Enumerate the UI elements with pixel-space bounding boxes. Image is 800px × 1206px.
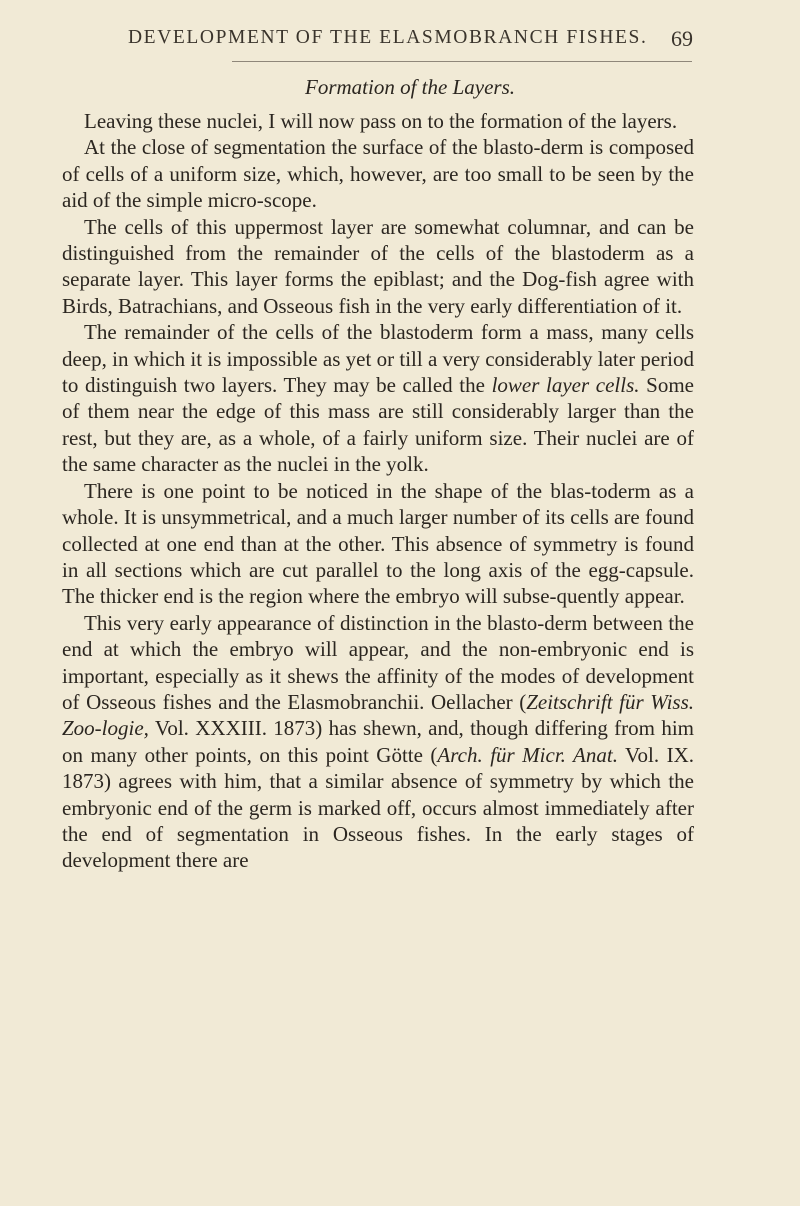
text-run: Vol. IX. 1873) agrees with him, that a similar absence of symmetry by which the embryonic end of the germ is marked off, occurs almost immediately after the end of segmentation in Osseous fishes. In the early stages of development there are (62, 742, 694, 873)
paragraph: There is one point to be noticed in the shape of the blas-toderm as a whole. It is unsymmetrical, and a much larger number of its cells are found collected at one end than at the other. This absence of symmetry is found in all sections which are cut parallel to the long axis of the egg-capsule. The thicker end is the region where the embryo will subse-quently appear. (62, 478, 694, 609)
page-number: 69 (671, 26, 693, 51)
text-run: Some of them near the edge of this mass are still considerably larger than the rest, but they are, as a whole, of a fairly uniform size. Their nuclei are of the same character as the nuclei in the yolk. (62, 373, 694, 477)
paragraph (62, 610, 694, 874)
citation-title: Zeitschrift für Wiss. Zoo-logie, (62, 689, 694, 741)
paragraph: The cells of this uppermost layer are somewhat columnar, and can be distinguished from the remainder of the cells of the blastoderm as a separate layer. This layer forms the epiblast; and the Dog-fish agree with Birds, Batrachians, and Osseous fish in the very early differentiation of it. (62, 214, 694, 318)
header-rule (232, 61, 692, 62)
paragraph: At the close of segmentation the surface of the blasto-derm is composed of cells of a uniform size, which, however, are too small to be seen by the aid of the simple micro-scope. (62, 135, 694, 213)
body-text (62, 108, 694, 874)
paragraph (62, 319, 694, 477)
running-head (0, 27, 800, 57)
text-run: The remainder of the cells of the blastoderm form a mass, many cells deep, in which it is impossible as yet or till a very considerably later period to distinguish two layers. They may be called the (62, 320, 694, 398)
section-heading: Formation of the Layers. (305, 75, 515, 99)
citation-title: Arch. für Micr. Anat. (437, 742, 618, 767)
paragraph: Leaving these nuclei, I will now pass on to the formation of the layers. (84, 109, 678, 133)
text-run: Vol. XXXIII. 1873) has shewn, and, though differing from him on many other points, on this point Götte ( (62, 716, 694, 767)
italic-term: lower layer cells. (491, 373, 640, 398)
text-run: This very early appearance of distinction in the blasto-derm between the end at which the embryo will appear, and the non-embryonic end is important, especially as it shews the affinity of the modes of development of Osseous fishes and the Elasmobranchii. Oellacher ( (62, 610, 694, 714)
running-title: DEVELOPMENT OF THE ELASMOBRANCH FISHES. (128, 27, 648, 48)
